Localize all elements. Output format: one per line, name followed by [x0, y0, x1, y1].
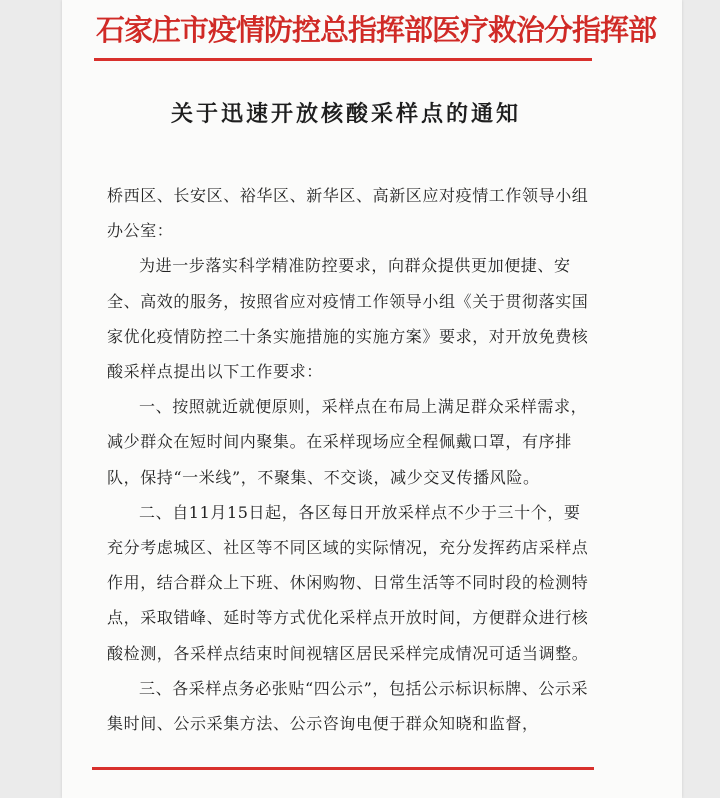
header-red-rule	[94, 58, 592, 61]
paragraph-intro: 为进一步落实科学精准防控要求，向群众提供更加便捷、安全、高效的服务，按照省应对疫情工作领导小组《关于贯彻落实国家优化疫情防控二十条实施措施的实施方案》要求，对开放免费核酸采样点提出以下工作要求：	[107, 256, 589, 382]
recipients-line: 桥西区、长安区、裕华区、新华区、高新区应对疫情工作领导小组办公室：	[107, 186, 589, 241]
paragraph-item-3: 三、各采样点务必张贴“四公示”，包括公示标识标牌、公示采集时间、公示采集方法、公示咨询电便于群众知晓和监督，	[107, 678, 589, 734]
notice-body	[107, 178, 593, 741]
paragraph-item-1: 一、按照就近就便原则，采样点在布局上满足群众采样需求，减少群众在短时间内聚集。在采样现场应全程佩戴口罩，有序排队，保持“一米线”，不聚集、不交谈，减少交叉传播风险。	[107, 397, 588, 487]
notice-title: 关于迅速开放核酸采样点的通知	[170, 101, 521, 127]
footer-red-rule	[92, 767, 594, 770]
org-header-title: 石家庄市疫情防控总指挥部医疗救治分指挥部	[96, 13, 657, 47]
paragraph-item-2: 二、自11月15日起，各区每日开放采样点不少于三十个，要充分考虑城区、社区等不同区域的实际情况，充分发挥药店采样点作用，结合群众上下班、休闲购物、日常生活等不同时段的检测特点，采取错峰、延时等方式优化采样点开放时间，方便群众进行核酸检测，各采样点结束时间视辖区居民采样完成情况可适当调整。	[107, 502, 589, 663]
